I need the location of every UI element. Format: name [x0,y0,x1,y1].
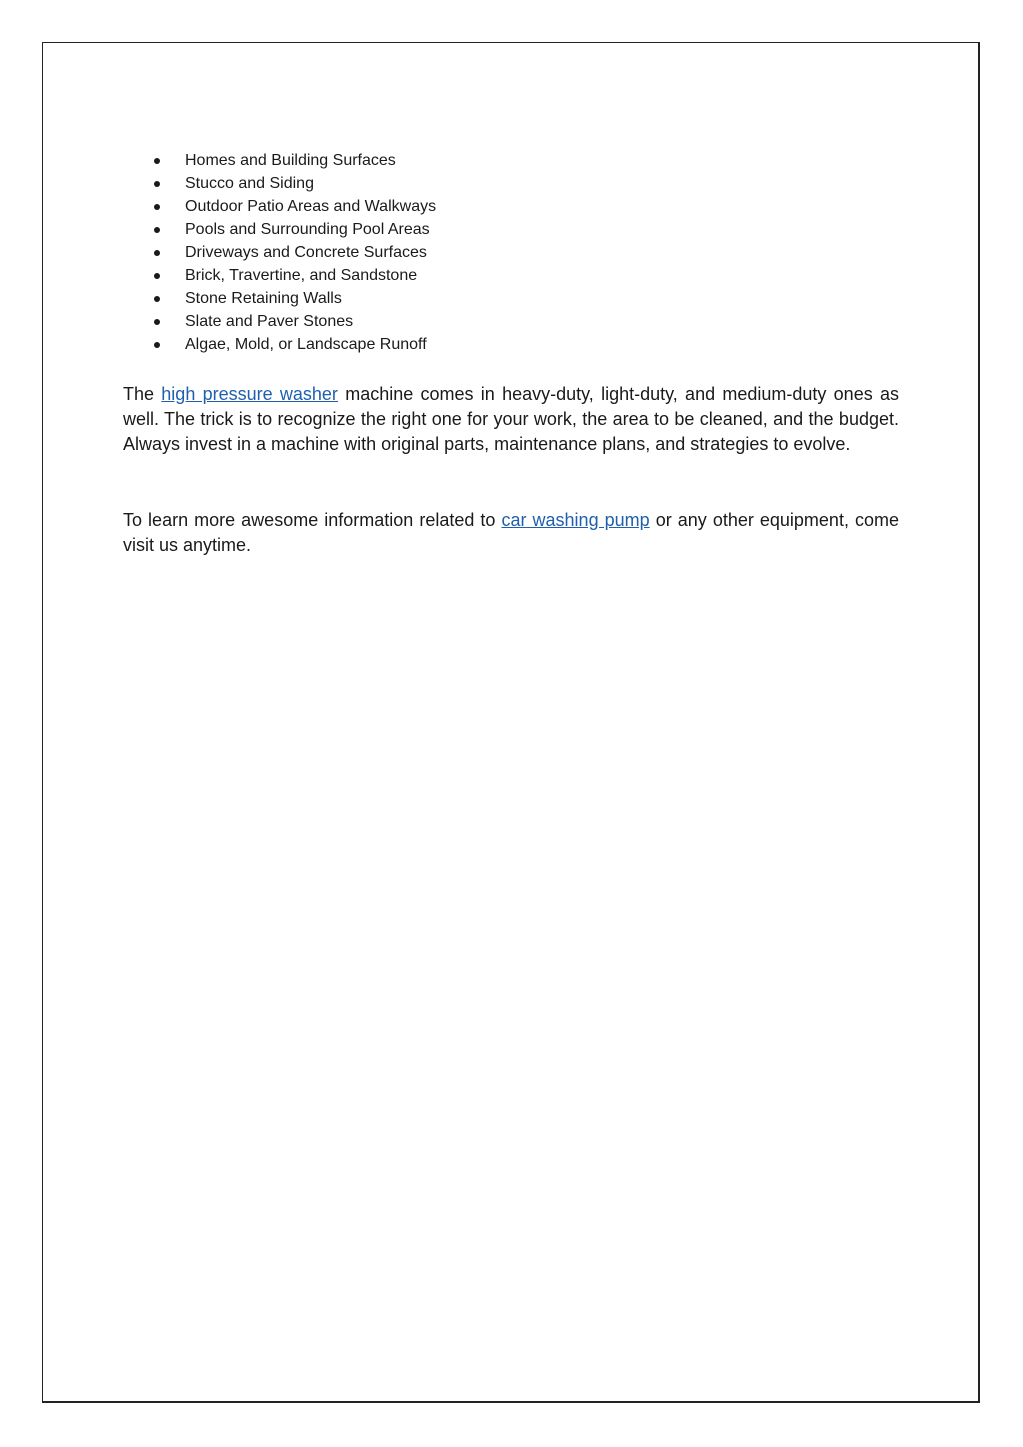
bullet-dot-icon [154,342,160,348]
list-item-text: Stucco and Siding [185,175,314,192]
bullet-dot-icon [154,296,160,302]
list-item-text: Stone Retaining Walls [185,290,342,307]
pressure-washer-paragraph [123,382,899,457]
list-item-text: Outdoor Patio Areas and Walkways [185,198,437,215]
list-item-text: Algae, Mold, or Landscape Runoff [185,336,427,353]
high-pressure-washer-link[interactable]: high pressure washer [161,384,338,404]
list-item-text: Homes and Building Surfaces [185,152,396,169]
bullet-dot-icon [154,158,160,164]
bullet-dot-icon [154,319,160,325]
list-item-text: Brick, Travertine, and Sandstone [185,267,418,284]
paragraph-text: To learn more awesome information related to [123,510,502,530]
bullet-dot-icon [154,273,160,279]
bullet-dot-icon [154,250,160,256]
paragraph-text: The [123,384,162,404]
paragraph-text: or any other equipment, come visit us anytime. [123,510,900,555]
page-frame [42,42,980,1403]
list-item-text: Pools and Surrounding Pool Areas [185,221,430,238]
list-item-text: Driveways and Concrete Surfaces [185,244,427,261]
list-item-text: Slate and Paver Stones [185,313,354,330]
car-washing-pump-link[interactable]: car washing pump [501,510,650,530]
bullet-dot-icon [154,181,160,187]
bullet-dot-icon [154,227,160,233]
bullet-dot-icon [154,204,160,210]
learn-more-paragraph [123,508,899,558]
paragraph-text: machine comes in heavy-duty, light-duty, and medium-duty ones as well. The trick is to recognize the right one for your work, the area to be cleaned, and the budget. Always invest in a machine with original parts, maintenance plans, and strategies to evolve. [123,384,899,454]
